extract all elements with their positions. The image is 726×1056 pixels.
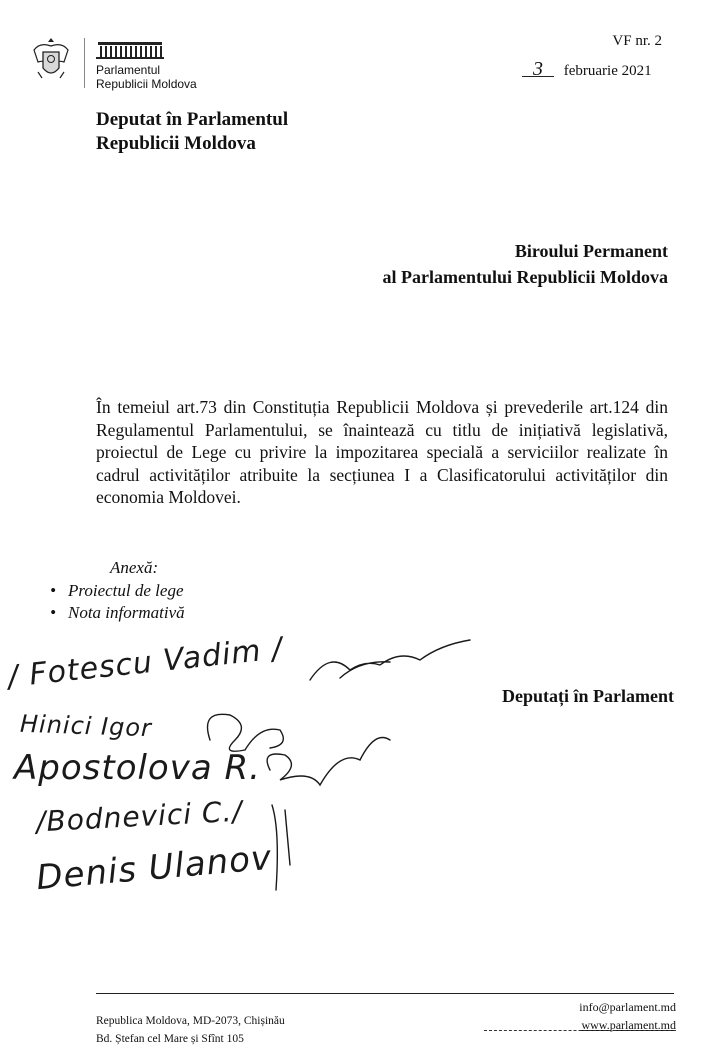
footer-rule (96, 993, 674, 994)
parliament-building-icon (96, 40, 166, 60)
sender-line2: Republicii Moldova (96, 133, 256, 154)
logo-name-line1: Parlamentul (96, 63, 161, 77)
recipient-line1: Biroului Permanent (514, 241, 668, 261)
logo-name-line2: Republicii Moldova (96, 77, 197, 91)
coat-of-arms-logo (30, 38, 72, 84)
sender-block (96, 108, 288, 156)
date-month-year: februarie 2021 (563, 63, 652, 79)
signature-name: Denis Ulanov (34, 837, 274, 899)
logo-divider (84, 38, 85, 88)
footer-website: www.parlament.md (581, 1018, 676, 1032)
sender-line1: Deputat în Parlamentul (96, 109, 289, 130)
signature-name: / Fotescu Vadim / (6, 631, 285, 695)
footer-dashed-line (484, 1030, 676, 1031)
annex-title: Anexă: (110, 558, 159, 577)
recipient-line2: al Parlamentului Republicii Moldova (382, 267, 668, 287)
signature-name: Apostolova R. (14, 748, 261, 788)
footer-address-line1: Republica Moldova, MD-2073, Chișinău (96, 1015, 285, 1027)
annex-list (50, 580, 185, 624)
reference-number: VF nr. 2 (612, 33, 662, 49)
document-date (522, 58, 652, 80)
signature-scribbles (190, 630, 490, 900)
annex-item: • Proiectul de lege (50, 581, 184, 600)
footer-address (96, 1012, 285, 1048)
footer-contact (579, 998, 676, 1034)
deputies-label: Deputați în Parlament (502, 686, 674, 706)
signature-name: /Bodnevici C./ (35, 794, 244, 839)
recipient-block (382, 238, 668, 290)
annex-item: • Nota informativă (50, 603, 185, 622)
footer-email: info@parlament.md (579, 1000, 676, 1014)
signature-name: Hinici Igor (19, 709, 153, 743)
body-paragraph: În temeiul art.73 din Constituția Republicii Moldova și prevederile art.124 din Regulamentul Parlamentului, se înaintează cu titlu de inițiativă legislativă, proiectul de Lege cu privire la impozitarea specială a serviciilor realizate în cadrul activităților atribuite la secțiunea I a Clasificatorului activităților din economia Moldovei. (96, 397, 668, 507)
bullet-icon: • (50, 603, 56, 622)
bullet-icon: • (50, 581, 56, 600)
date-day: 3 (522, 62, 554, 77)
footer-address-line2: Bd. Ștefan cel Mare și Sfînt 105 (96, 1033, 244, 1045)
